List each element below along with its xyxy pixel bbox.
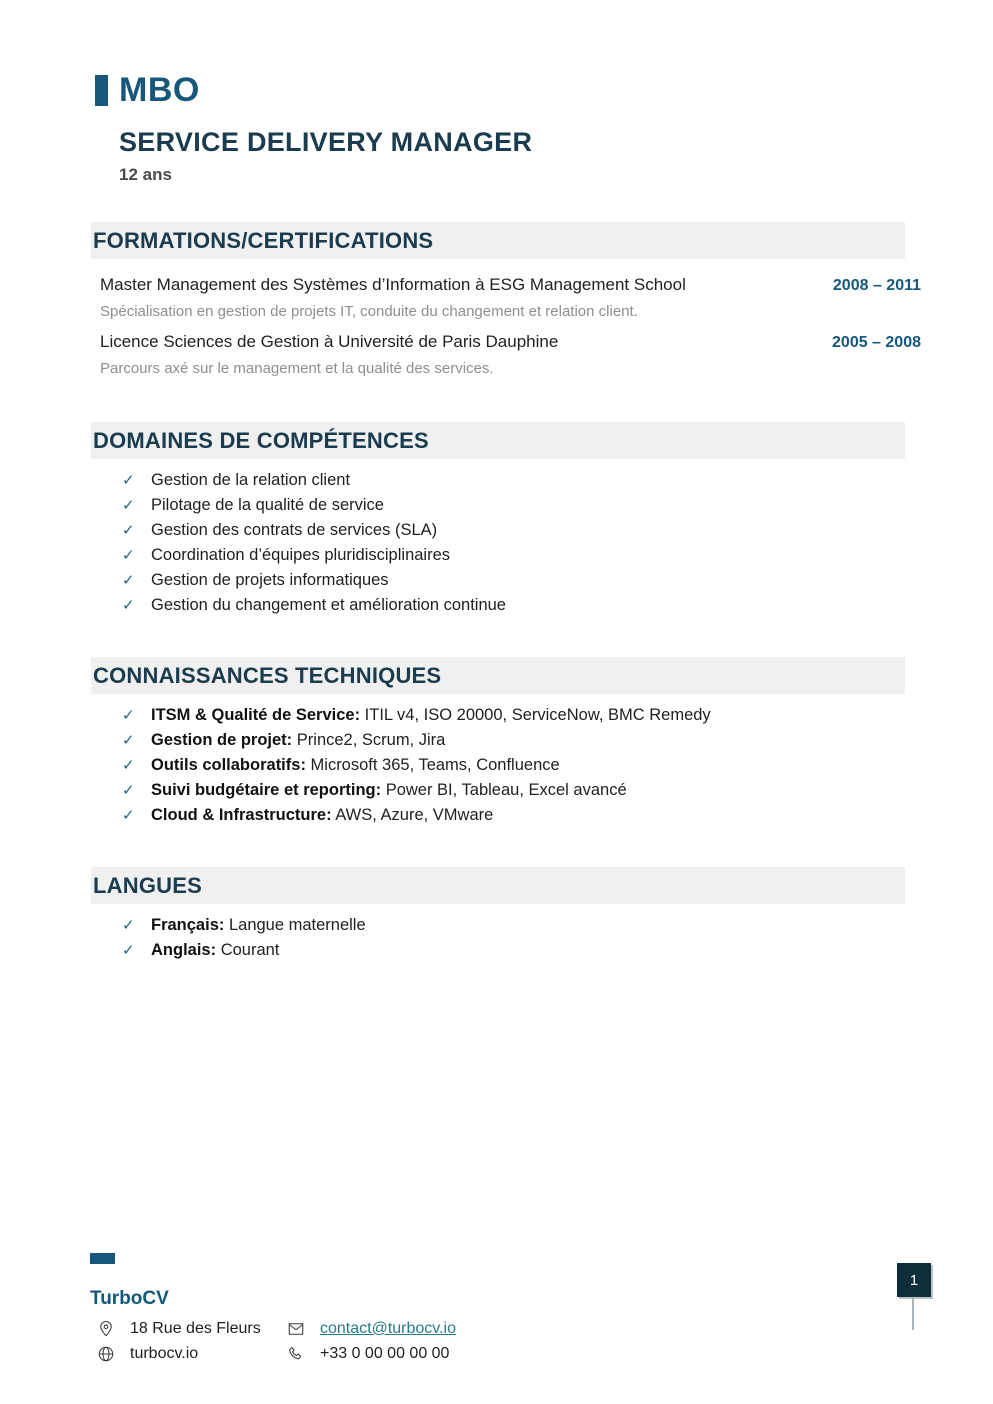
list-item: ✓ Outils collaboratifs: Microsoft 365, Teams, Confluence <box>91 753 923 778</box>
check-icon: ✓ <box>122 782 135 799</box>
candidate-initials: MBO <box>119 71 200 109</box>
section-title: DOMAINES DE COMPÉTENCES <box>93 427 429 453</box>
list-item: ✓ Gestion du changement et amélioration continue <box>91 593 923 618</box>
section-formations <box>91 222 923 388</box>
list-item: ✓ Pilotage de la qualité de service <box>91 493 923 518</box>
education-dates: 2008 – 2011 <box>832 277 921 294</box>
section-langues <box>91 867 923 963</box>
section-title: LANGUES <box>93 872 202 898</box>
list-item: ✓ Gestion de projets informatiques <box>91 568 923 593</box>
education-title: Licence Sciences de Gestion à Université de Paris Dauphine <box>100 332 559 351</box>
section-header-bar <box>91 222 905 259</box>
check-icon: ✓ <box>122 707 135 724</box>
check-icon: ✓ <box>122 757 135 774</box>
contact-address: 18 Rue des Fleurs <box>90 1320 286 1338</box>
techniques-list <box>91 703 923 828</box>
page-badge-line <box>912 1297 914 1330</box>
list-item: ✓ Coordination d’équipes pluridisciplinaires <box>91 543 923 568</box>
list-item: ✓ Suivi budgétaire et reporting: Power BI, Tableau, Excel avancé <box>91 778 923 803</box>
education-entry <box>100 274 921 321</box>
list-item: ✓ Cloud & Infrastructure: AWS, Azure, VMware <box>91 803 923 828</box>
check-icon: ✓ <box>122 472 135 489</box>
list-item: ✓ Gestion de projet: Prince2, Scrum, Jira <box>91 728 923 753</box>
experience-years: 12 ans <box>119 165 172 184</box>
section-title: FORMATIONS/CERTIFICATIONS <box>93 227 434 253</box>
check-icon: ✓ <box>122 522 135 539</box>
check-icon: ✓ <box>122 942 135 959</box>
education-list <box>91 274 921 378</box>
education-description: Parcours axé sur le management et la qualité des services. <box>100 360 494 377</box>
check-icon: ✓ <box>122 732 135 749</box>
contact-website: turbocv.io <box>90 1345 286 1363</box>
check-icon: ✓ <box>122 807 135 824</box>
section-header-bar <box>91 422 905 459</box>
list-item: ✓ Gestion des contrats de services (SLA) <box>91 518 923 543</box>
section-techniques <box>91 657 923 828</box>
contact-phone: +33 0 00 00 00 00 <box>286 1345 456 1363</box>
section-competences <box>91 422 923 618</box>
contact-grid <box>90 1320 456 1363</box>
email-link[interactable]: contact@turbocv.io <box>320 1320 457 1337</box>
envelope-icon <box>286 1320 306 1338</box>
globe-icon <box>96 1345 116 1363</box>
check-icon: ✓ <box>122 572 135 589</box>
brand-row <box>95 73 532 107</box>
footer <box>90 1253 456 1363</box>
page-number-badge: 1 <box>897 1263 931 1297</box>
education-entry <box>100 331 921 378</box>
section-header-bar <box>91 867 905 904</box>
list-item: ✓ ITSM & Qualité de Service: ITIL v4, ISO 20000, ServiceNow, BMC Remedy <box>91 703 923 728</box>
location-pin-icon <box>96 1320 116 1338</box>
education-dates: 2005 – 2008 <box>832 334 921 351</box>
accent-bar <box>95 75 108 106</box>
list-item: ✓ Anglais: Courant <box>91 938 923 963</box>
check-icon: ✓ <box>122 597 135 614</box>
education-title: Master Management des Systèmes d’Information à ESG Management School <box>100 275 686 294</box>
footer-accent-rect <box>90 1253 115 1264</box>
list-item: ✓ Gestion de la relation client <box>91 468 923 493</box>
education-description: Spécialisation en gestion de projets IT, conduite du changement et relation client. <box>100 303 638 320</box>
section-title: CONNAISSANCES TECHNIQUES <box>93 662 442 688</box>
competences-list <box>91 468 923 618</box>
check-icon: ✓ <box>122 497 135 514</box>
page-title: SERVICE DELIVERY MANAGER <box>119 127 533 157</box>
footer-brand: TurboCV <box>90 1288 169 1309</box>
phone-icon <box>286 1345 306 1363</box>
section-header-bar <box>91 657 905 694</box>
list-item: ✓ Français: Langue maternelle <box>91 913 923 938</box>
langues-list <box>91 913 923 963</box>
header <box>95 73 532 185</box>
contact-email <box>286 1320 456 1338</box>
check-icon: ✓ <box>122 917 135 934</box>
check-icon: ✓ <box>122 547 135 564</box>
